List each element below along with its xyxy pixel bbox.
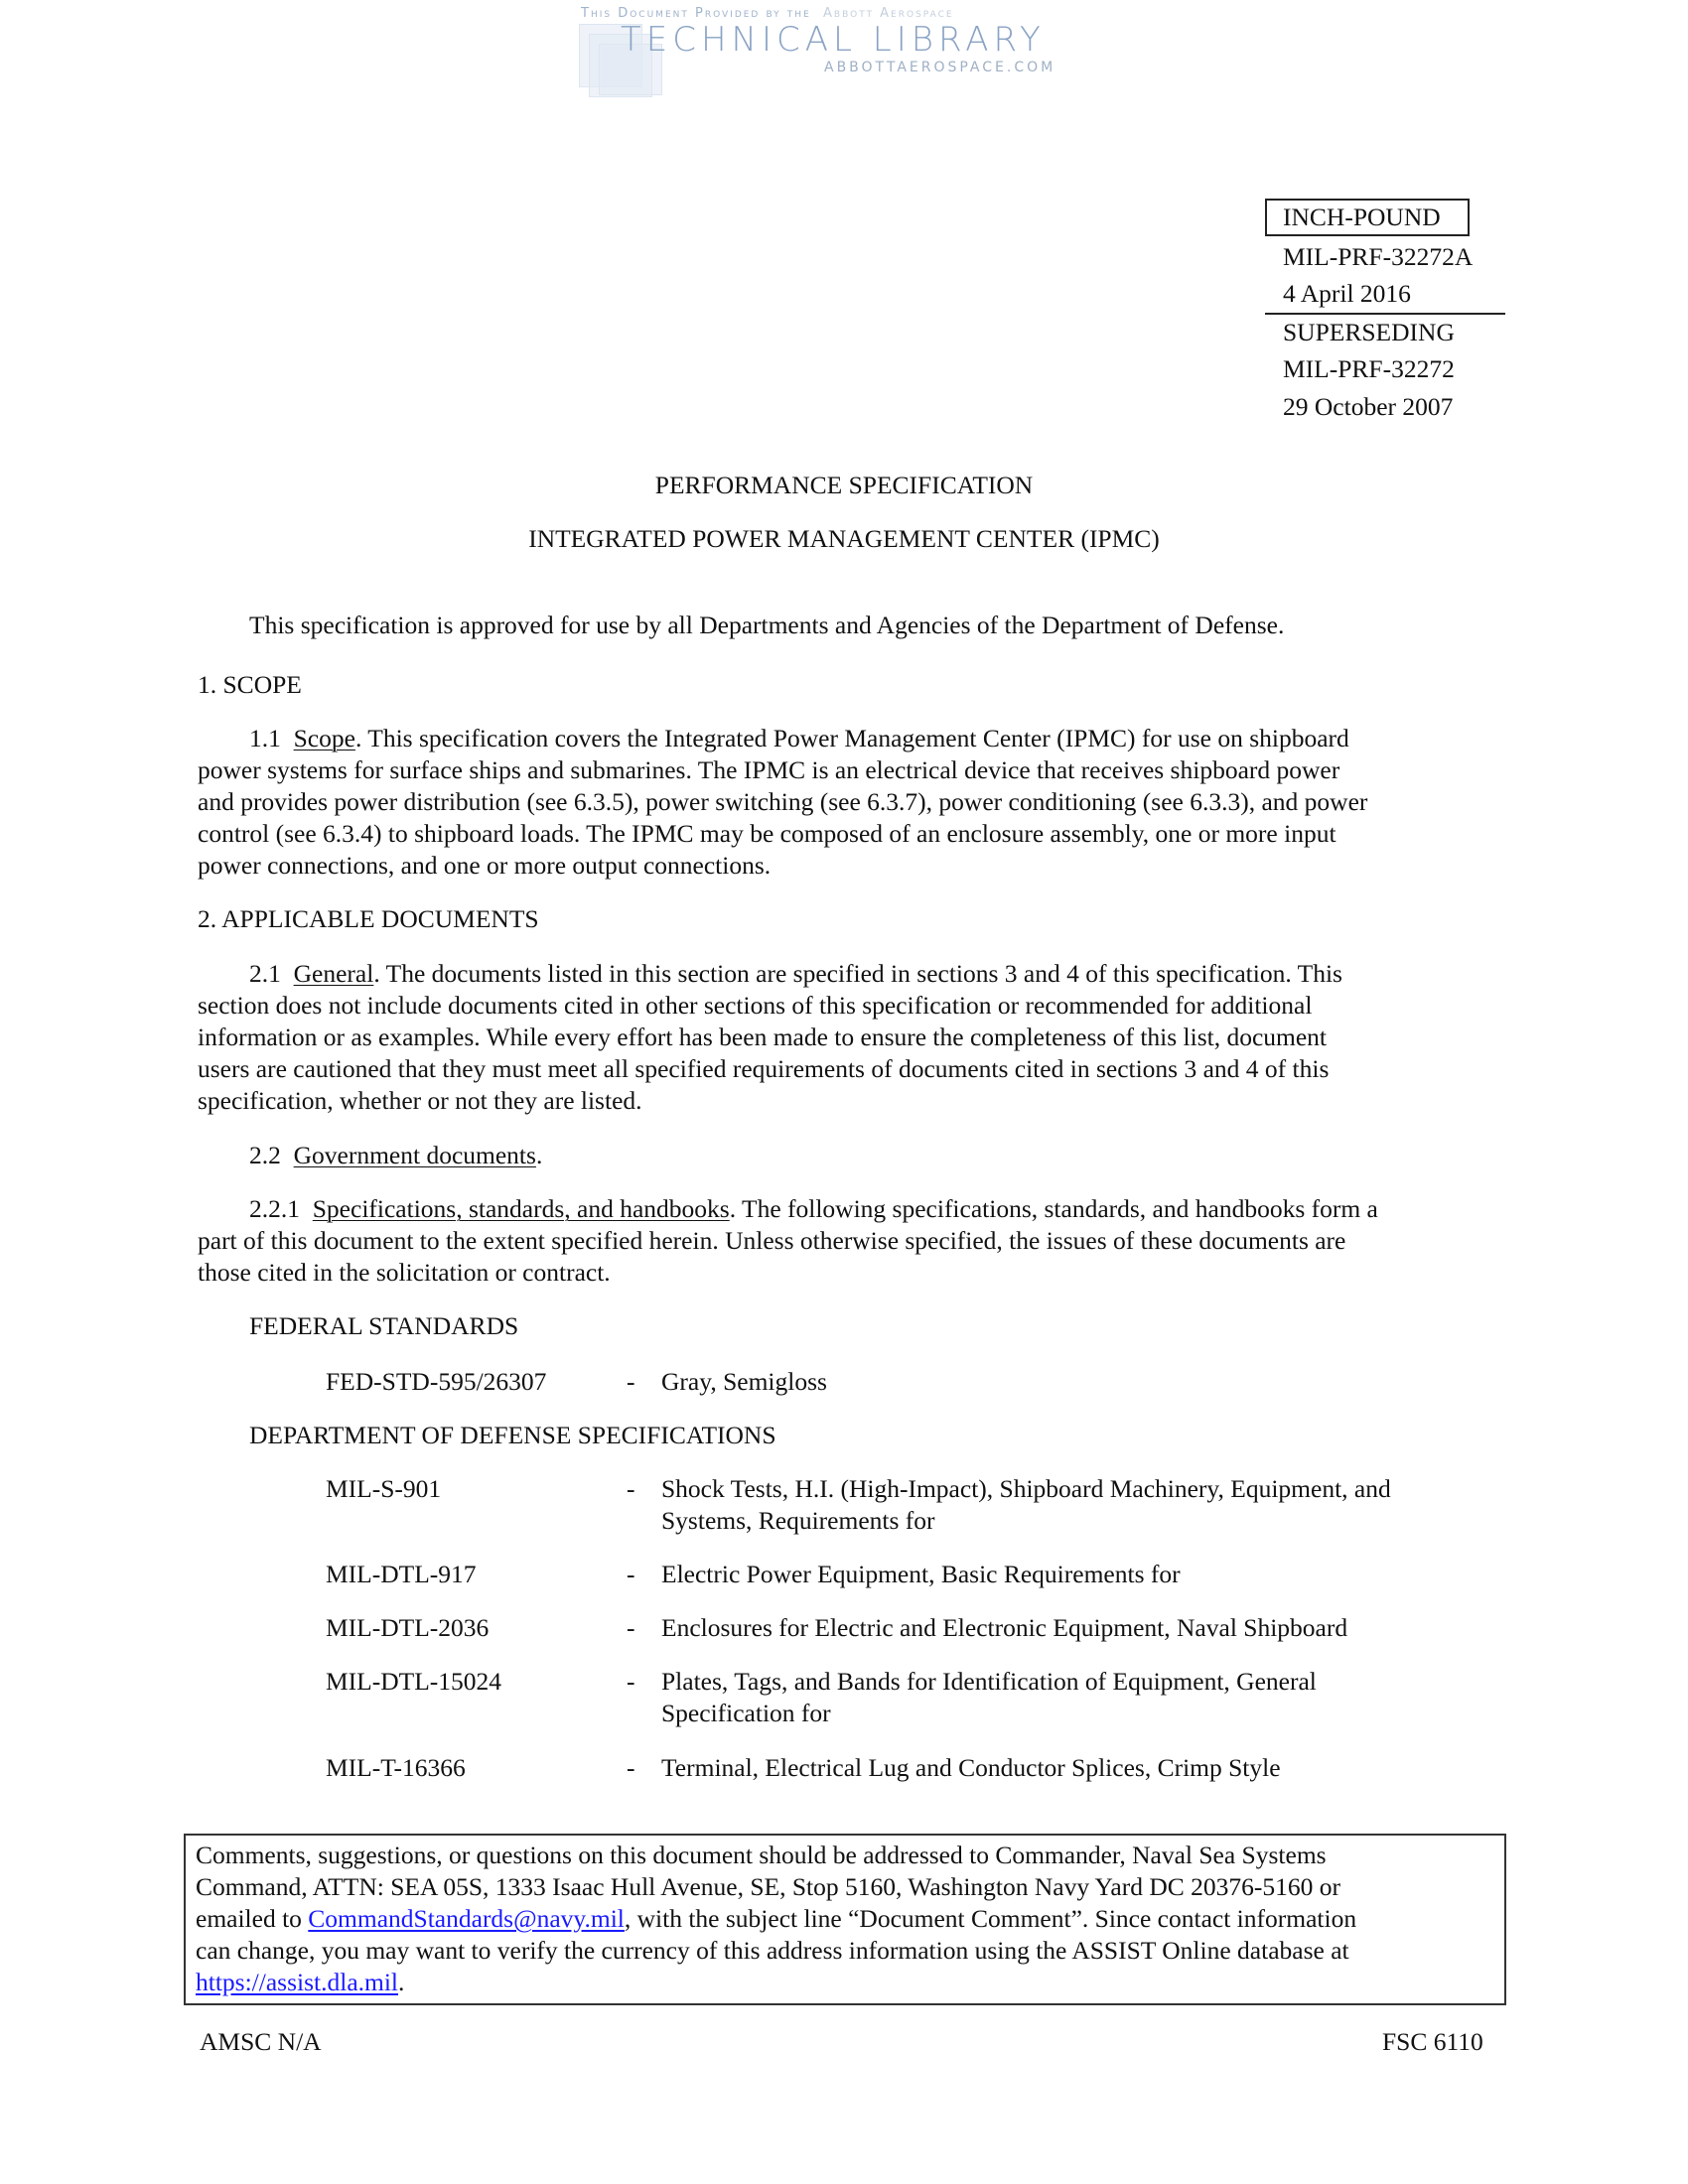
reference-dash: - [627,1667,635,1696]
comments-line: can change, you may want to verify the currency of this address information using the ASSIST Online database at [196,1936,1349,1965]
paragraph-title: Scope [293,724,355,752]
paragraph-number: 2.1 [249,959,281,988]
reference-description-cont: Specification for [661,1699,831,1727]
paragraph-2-1-line: information or as examples. While every effort has been made to ensure the completeness of this list, document [198,1023,1328,1051]
reference-id: MIL-T-16366 [326,1753,466,1782]
reference-description: Gray, Semigloss [661,1367,827,1396]
reference-description: Electric Power Equipment, Basic Requirements for [661,1560,1181,1588]
reference-description: Plates, Tags, and Bands for Identification of Equipment, General [661,1667,1317,1696]
paragraph-title: Government documents [293,1141,536,1169]
reference-id: MIL-S-901 [326,1474,442,1503]
paragraph-2-2: 2.2 Government documents. [249,1141,543,1169]
email-link[interactable]: CommandStandards@navy.mil [308,1904,625,1933]
paragraph-number: 2.2.1 [249,1194,300,1223]
paragraph-title: Specifications, standards, and handbooks [312,1194,730,1223]
header-divider [1265,313,1505,315]
assist-url-link[interactable]: https://assist.dla.mil [196,1968,399,1996]
reference-id: MIL-DTL-15024 [326,1667,502,1696]
paragraph-2-2-1-line: 2.2.1 Specifications, standards, and handbooks. The following specifications, standards, and handbooks form a [249,1194,1378,1223]
document-id: MIL-PRF-32272A [1283,242,1474,271]
amsc-label: AMSC N/A [200,2027,322,2056]
comments-line: emailed to CommandStandards@navy.mil, with the subject line “Document Comment”. Since contact information [196,1904,1357,1933]
comments-line: https://assist.dla.mil. [196,1968,405,1996]
paragraph-1-1-line: power connections, and one or more output connections. [198,851,772,880]
reference-description-cont: Systems, Requirements for [661,1506,935,1535]
paragraph-2-2-1-line: part of this document to the extent specified herein. Unless otherwise specified, the issues of these documents are [198,1226,1346,1255]
paragraph-number: 2.2 [249,1141,281,1169]
superseded-id: MIL-PRF-32272 [1283,354,1455,383]
comments-line: Command, ATTN: SEA 05S, 1333 Isaac Hull Avenue, SE, Stop 5160, Washington Navy Yard DC 20376-5160 or [196,1872,1340,1901]
paragraph-1-1-line: control (see 6.3.4) to shipboard loads. The IPMC may be composed of an enclosure assembly, one or more input [198,819,1336,848]
superseded-date: 29 October 2007 [1283,392,1454,421]
paragraph-1-1-line: 1.1 Scope. This specification covers the Integrated Power Management Center (IPMC) for use on shipboard [249,724,1349,752]
approval-statement: This specification is approved for use by all Departments and Agencies of the Department of Defense. [249,611,1285,639]
paragraph-2-1-line: users are cautioned that they must meet all specified requirements of documents cited in sections 3 and 4 of this [198,1054,1330,1083]
document-date: 4 April 2016 [1283,279,1411,308]
section-1-heading: 1. SCOPE [198,670,302,699]
reference-description: Shock Tests, H.I. (High-Impact), Shipboard Machinery, Equipment, and [661,1474,1391,1503]
reference-description: Enclosures for Electric and Electronic Equipment, Naval Shipboard [661,1613,1348,1642]
superseding-label: SUPERSEDING [1283,318,1455,346]
paragraph-title: General [293,959,374,988]
reference-id: MIL-DTL-2036 [326,1613,490,1642]
paragraph-1-1-line: power systems for surface ships and submarines. The IPMC is an electrical device that receives shipboard power [198,755,1340,784]
paragraph-2-2-1-line: those cited in the solicitation or contract. [198,1258,611,1287]
reference-dash: - [627,1753,635,1782]
spec-subject-title: INTEGRATED POWER MANAGEMENT CENTER (IPMC) [528,524,1160,553]
paragraph-1-1-line: and provides power distribution (see 6.3.5), power switching (see 6.3.7), power conditioning (see 6.3.3), and power [198,787,1368,816]
paragraph-2-1-line: 2.1 General. The documents listed in this section are specified in sections 3 and 4 of this specification. This [249,959,1342,988]
spec-type-title: PERFORMANCE SPECIFICATION [654,471,1034,499]
federal-standards-heading: FEDERAL STANDARDS [249,1311,519,1340]
reference-dash: - [627,1367,635,1396]
fsc-label: FSC 6110 [1382,2027,1483,2056]
watermark-website: ABBOTTAEROSPACE.COM [824,60,1056,75]
reference-dash: - [627,1560,635,1588]
dod-specifications-heading: DEPARTMENT OF DEFENSE SPECIFICATIONS [249,1421,776,1449]
watermark-provided-by: This Document Provided by the Abbott Aerospace [581,6,954,21]
abbott-watermark [571,2,1107,96]
reference-id: MIL-DTL-917 [326,1560,477,1588]
paragraph-number: 1.1 [249,724,281,752]
comments-line: Comments, suggestions, or questions on this document should be addressed to Commander, Naval Sea Systems [196,1841,1327,1869]
unit-system-label: INCH-POUND [1283,203,1441,231]
reference-id: FED-STD-595/26307 [326,1367,547,1396]
reference-dash: - [627,1474,635,1503]
paragraph-2-1-line: specification, whether or not they are listed. [198,1086,642,1115]
paragraph-2-1-line: section does not include documents cited in other sections of this specification or recommended for additional [198,991,1313,1020]
reference-dash: - [627,1613,635,1642]
watermark-technical-library: TECHNICAL LIBRARY [621,20,1046,60]
reference-description: Terminal, Electrical Lug and Conductor Splices, Crimp Style [661,1753,1281,1782]
section-2-heading: 2. APPLICABLE DOCUMENTS [198,904,539,933]
